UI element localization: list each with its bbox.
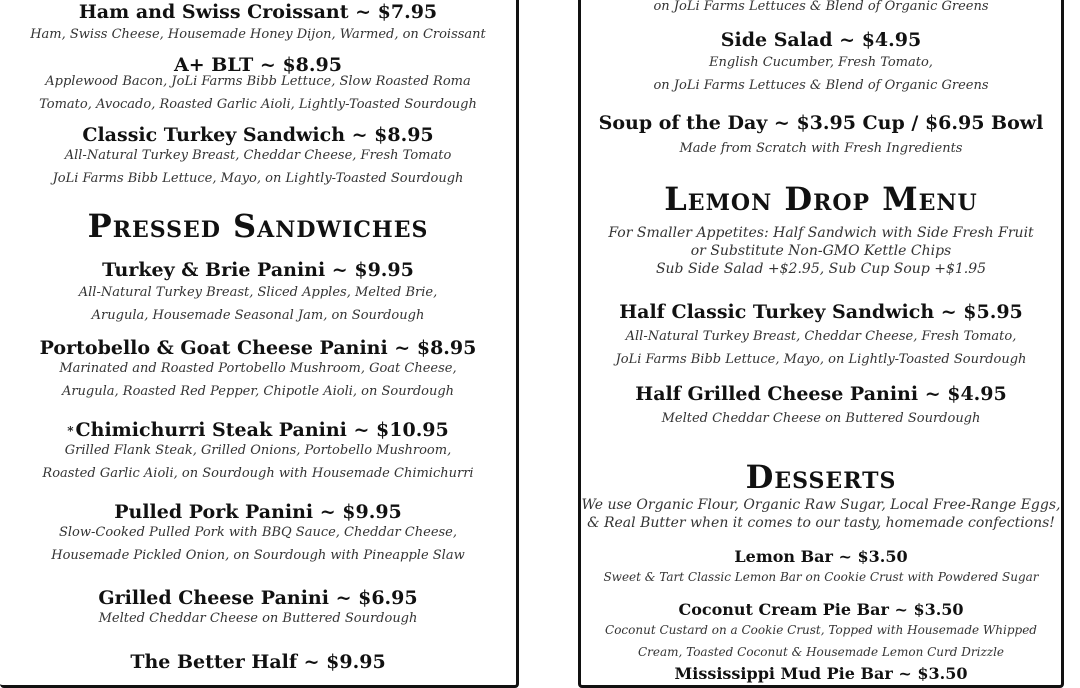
menu-item-name: Half Classic Turkey Sandwich ~ $5.95 (619, 301, 1023, 323)
menu-item-name: Soup of the Day ~ $3.95 Cup / $6.95 Bowl (598, 112, 1044, 134)
menu-item-description: English Cucumber, Fresh Tomato, on JoLi Farms Lettuces & Blend of Organic Greens (653, 55, 989, 93)
menu-item-description: Ham, Swiss Cheese, Housemade Honey Dijon, Warmed, on Croissant (30, 27, 486, 42)
menu-item-name: Pulled Pork Panini ~ $9.95 (114, 501, 402, 523)
menu-item-description: All-Natural Turkey Breast, Cheddar Cheese, Fresh Tomato JoLi Farms Bibb Lettuce, Mayo, on Lightly-Toasted Sourdough (52, 148, 464, 186)
section-heading-lemon-drop-menu: Lemon Drop Menu (664, 180, 978, 218)
menu-item-name: Grilled Cheese Panini ~ $6.95 (98, 587, 418, 609)
right-menu-panel (578, 0, 1064, 688)
house-special-marker: * (67, 424, 74, 438)
menu-item-description: Melted Cheddar Cheese on Buttered Sourdough (661, 411, 981, 426)
menu-item-name: Lemon Bar ~ $3.50 (734, 547, 908, 566)
menu-item-name: The Better Half ~ $9.95 (130, 651, 386, 673)
menu-item-description: Applewood Bacon, JoLi Farms Bibb Lettuce, Slow Roasted Roma Tomato, Avocado, Roasted Garlic Aioli, Lightly-Toasted Sourdough (39, 74, 477, 112)
menu-item-name: A+ BLT ~ $8.95 (174, 54, 342, 76)
section-heading-pressed-sandwiches: Pressed Sandwiches (87, 207, 429, 245)
menu-item-description: All-Natural Turkey Breast, Cheddar Cheese, Fresh Tomato, JoLi Farms Bibb Lettuce, Mayo, on Lightly-Toasted Sourdough (615, 329, 1027, 367)
menu-item-name: Portobello & Goat Cheese Panini ~ $8.95 (39, 337, 477, 359)
menu-item-name: Ham and Swiss Croissant ~ $7.95 (78, 1, 438, 23)
menu-item-name: Classic Turkey Sandwich ~ $8.95 (82, 124, 434, 146)
menu-item-description: on JoLi Farms Lettuces & Blend of Organic Greens (653, 0, 989, 14)
menu-item-description: Coconut Custard on a Cookie Crust, Topped with Housemade Whipped Cream, Toasted Coconut & Housemade Lemon Curd Drizzle (605, 623, 1037, 659)
menu-item-description: Melted Cheddar Cheese on Buttered Sourdough (98, 611, 418, 626)
menu-item-name: * Chimichurri Steak Panini ~ $10.95 (67, 419, 449, 441)
menu-item-name: Turkey & Brie Panini ~ $9.95 (102, 259, 414, 281)
menu-item-name: Coconut Cream Pie Bar ~ $3.50 (678, 600, 964, 619)
menu-item-description: All-Natural Turkey Breast, Sliced Apples, Melted Brie, Arugula, Housemade Seasonal Jam, on Sourdough (78, 285, 438, 323)
menu-item-name: Half Grilled Cheese Panini ~ $4.95 (635, 383, 1007, 405)
lemon-drop-intro: For Smaller Appetites: Half Sandwich with Side Fresh Fruit or Substitute Non-GMO Kettle Chips Sub Side Salad +$2.95, Sub Cup Soup +$1.95 (608, 225, 1034, 277)
left-menu-panel (0, 0, 519, 688)
menu-item-name: Side Salad ~ $4.95 (720, 29, 922, 51)
menu-item-description: Slow-Cooked Pulled Pork with BBQ Sauce, Cheddar Cheese, Housemade Pickled Onion, on Sourdough with Pineapple Slaw (51, 525, 465, 563)
menu-item-description: Grilled Flank Steak, Grilled Onions, Portobello Mushroom, Roasted Garlic Aioli, on Sourdough with Housemade Chimichurri (42, 443, 474, 481)
menu-item-description: Sweet & Tart Classic Lemon Bar on Cookie Crust with Powdered Sugar (603, 570, 1039, 584)
menu-item-description: Made from Scratch with Fresh Ingredients (679, 141, 963, 156)
menu-item-description: Marinated and Roasted Portobello Mushroom, Goat Cheese, Arugula, Roasted Red Pepper, Chipotle Aioli, on Sourdough (59, 361, 457, 399)
desserts-intro: We use Organic Flour, Organic Raw Sugar, Local Free-Range Eggs, & Real Butter when it comes to our tasty, homemade confections! (581, 497, 1061, 531)
section-heading-desserts: Desserts (745, 458, 897, 496)
menu-item-name: Mississippi Mud Pie Bar ~ $3.50 (674, 664, 968, 683)
